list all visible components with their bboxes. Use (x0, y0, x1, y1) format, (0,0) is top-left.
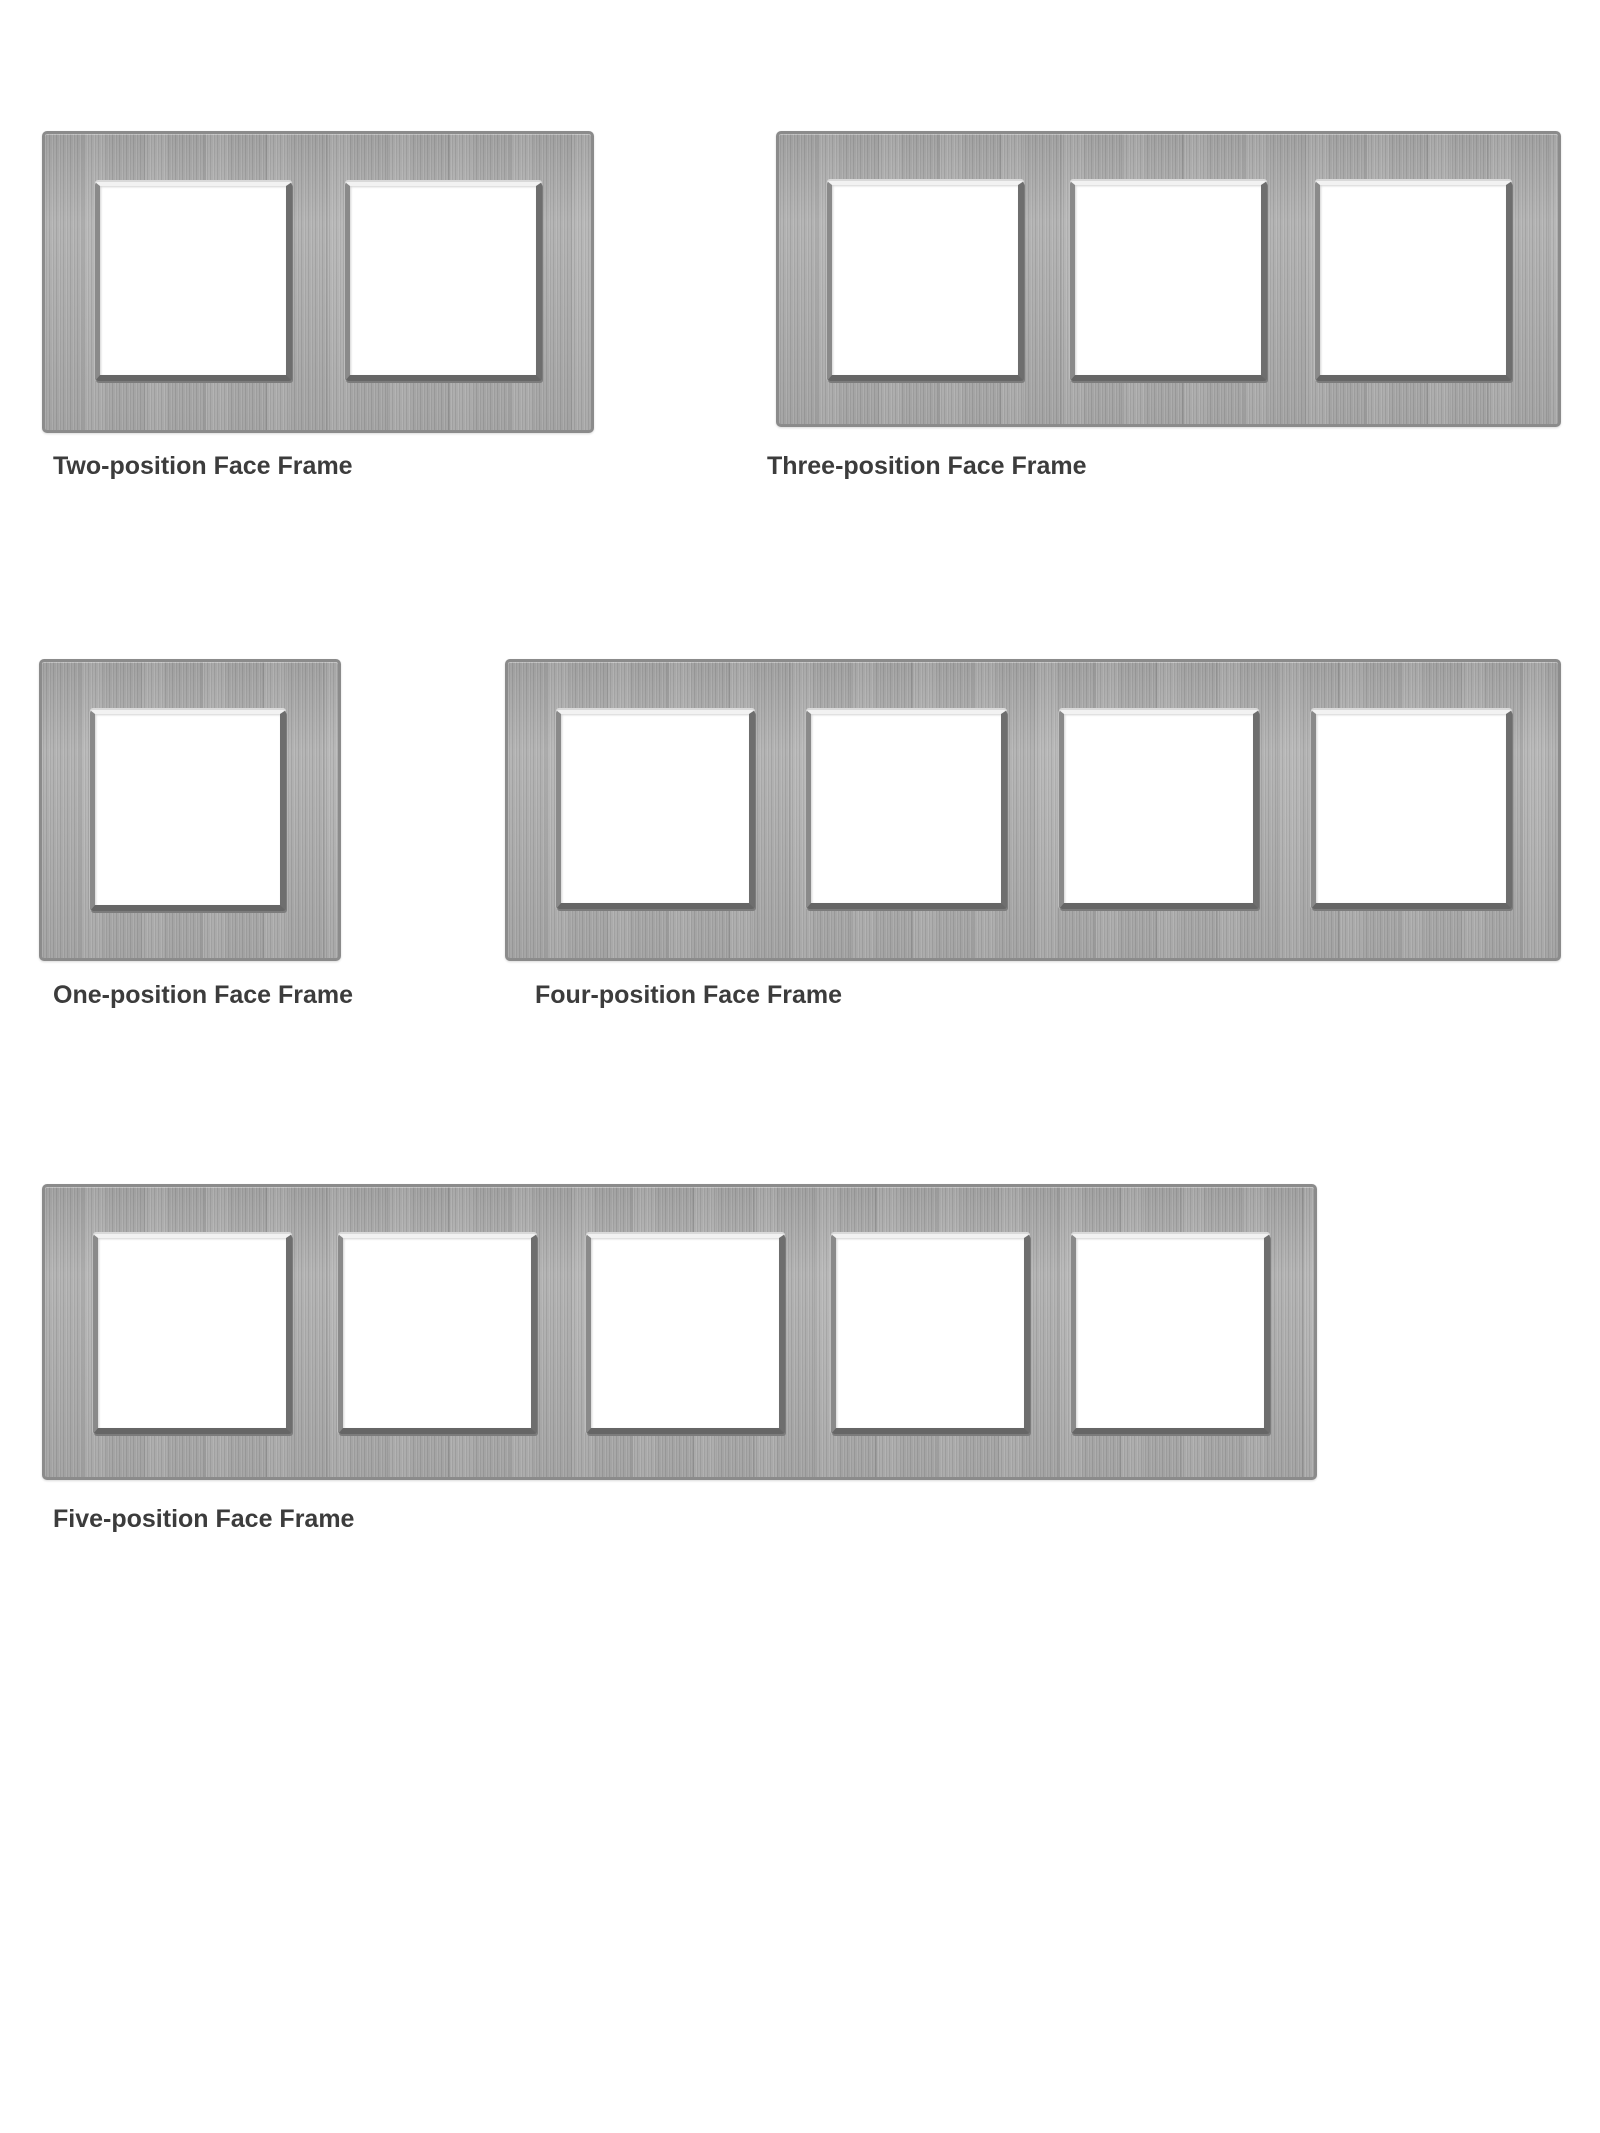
frame-caption-one-position: One-position Face Frame (53, 981, 354, 1009)
frame-opening (95, 182, 292, 381)
frame-opening (1071, 1234, 1270, 1434)
frame-opening (806, 710, 1007, 909)
frame-opening (1059, 710, 1259, 909)
face-frame-one-position (39, 659, 341, 961)
frame-opening (586, 1234, 785, 1434)
frame-opening (93, 1234, 292, 1434)
face-frame-three-position (776, 131, 1561, 427)
frame-opening (338, 1234, 537, 1434)
frame-opening (831, 1234, 1030, 1434)
frame-caption-four-position: Four-position Face Frame (535, 981, 842, 1009)
frame-caption-five-position: Five-position Face Frame (53, 1505, 355, 1533)
face-frame-two-position (42, 131, 594, 433)
frame-opening (90, 710, 286, 911)
frame-opening (1070, 181, 1267, 381)
frame-caption-three-position: Three-position Face Frame (767, 452, 1087, 480)
frame-opening (1315, 181, 1512, 381)
frame-opening (827, 181, 1024, 381)
face-frame-five-position (42, 1184, 1317, 1480)
frame-opening (345, 182, 542, 381)
frame-opening (556, 710, 755, 909)
face-frame-four-position (505, 659, 1561, 961)
frame-opening (1311, 710, 1512, 909)
frame-caption-two-position: Two-position Face Frame (53, 452, 353, 480)
